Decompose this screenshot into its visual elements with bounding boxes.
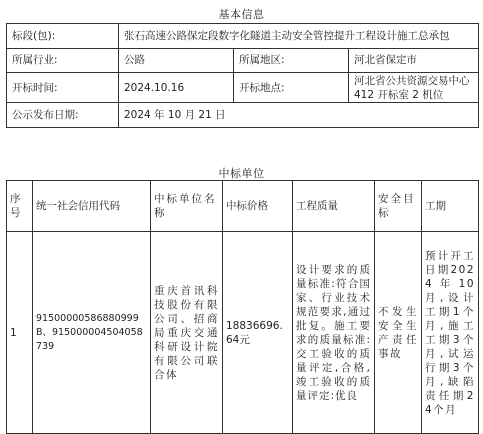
opening-time-label: 开标时间: [7, 73, 119, 103]
opening-time-value: 2024.10.16 [119, 73, 234, 103]
header-price: 中标价格 [223, 181, 293, 232]
row-credit-code: 91500000586880999B、915000004504058739 [33, 232, 151, 434]
header-quality: 工程质量 [293, 181, 375, 232]
row-no: 1 [7, 232, 33, 434]
header-safety: 安全目标 [375, 181, 422, 232]
row-quality: 设计要求的质量标准:符合国家、行业技术规范要求,通过批复。施工要求的质量标准:交工验收的质量评定,合格,竣工验收的质量评定:优良 [293, 232, 375, 434]
section-label: 标段(包): [7, 24, 119, 49]
row-safety: 不发生安全生产责任事故 [375, 232, 422, 434]
publish-date-label: 公示发布日期: [7, 103, 119, 128]
publish-date-value: 2024 年 10 月 21 日 [119, 103, 479, 128]
winner-title: 中标单位 [218, 167, 265, 180]
header-no: 序号 [7, 181, 33, 232]
basic-info-title: 基本信息 [218, 8, 265, 21]
industry-label: 所属行业: [7, 48, 119, 73]
industry-value: 公路 [119, 48, 234, 73]
winner-table [6, 180, 479, 434]
header-company: 中标单位名称 [151, 181, 223, 232]
region-value: 河北省保定市 [349, 48, 479, 73]
row-duration: 预计开工日期2024年10月,设计工期1个月,施工工期3个月,试运行期3个月,缺陷责任期24个月 [422, 232, 479, 434]
section-value: 张石高速公路保定段数字化隧道主动安全管控提升工程设计施工总承包 [119, 24, 479, 49]
region-label: 所属地区: [234, 48, 349, 73]
opening-place-label: 开标地点: [234, 73, 349, 103]
row-company: 重庆首讯科技股份有限公司、招商局重庆交通科研设计院有限公司联合体 [151, 232, 223, 434]
table-row [7, 232, 479, 434]
row-price: 18836696.64元 [223, 232, 293, 434]
header-duration: 工期 [422, 181, 479, 232]
basic-info-table [6, 23, 479, 128]
header-credit-code: 统一社会信用代码 [33, 181, 151, 232]
opening-place-value: 河北省公共资源交易中心 412 开标室 2 机位 [349, 73, 479, 103]
